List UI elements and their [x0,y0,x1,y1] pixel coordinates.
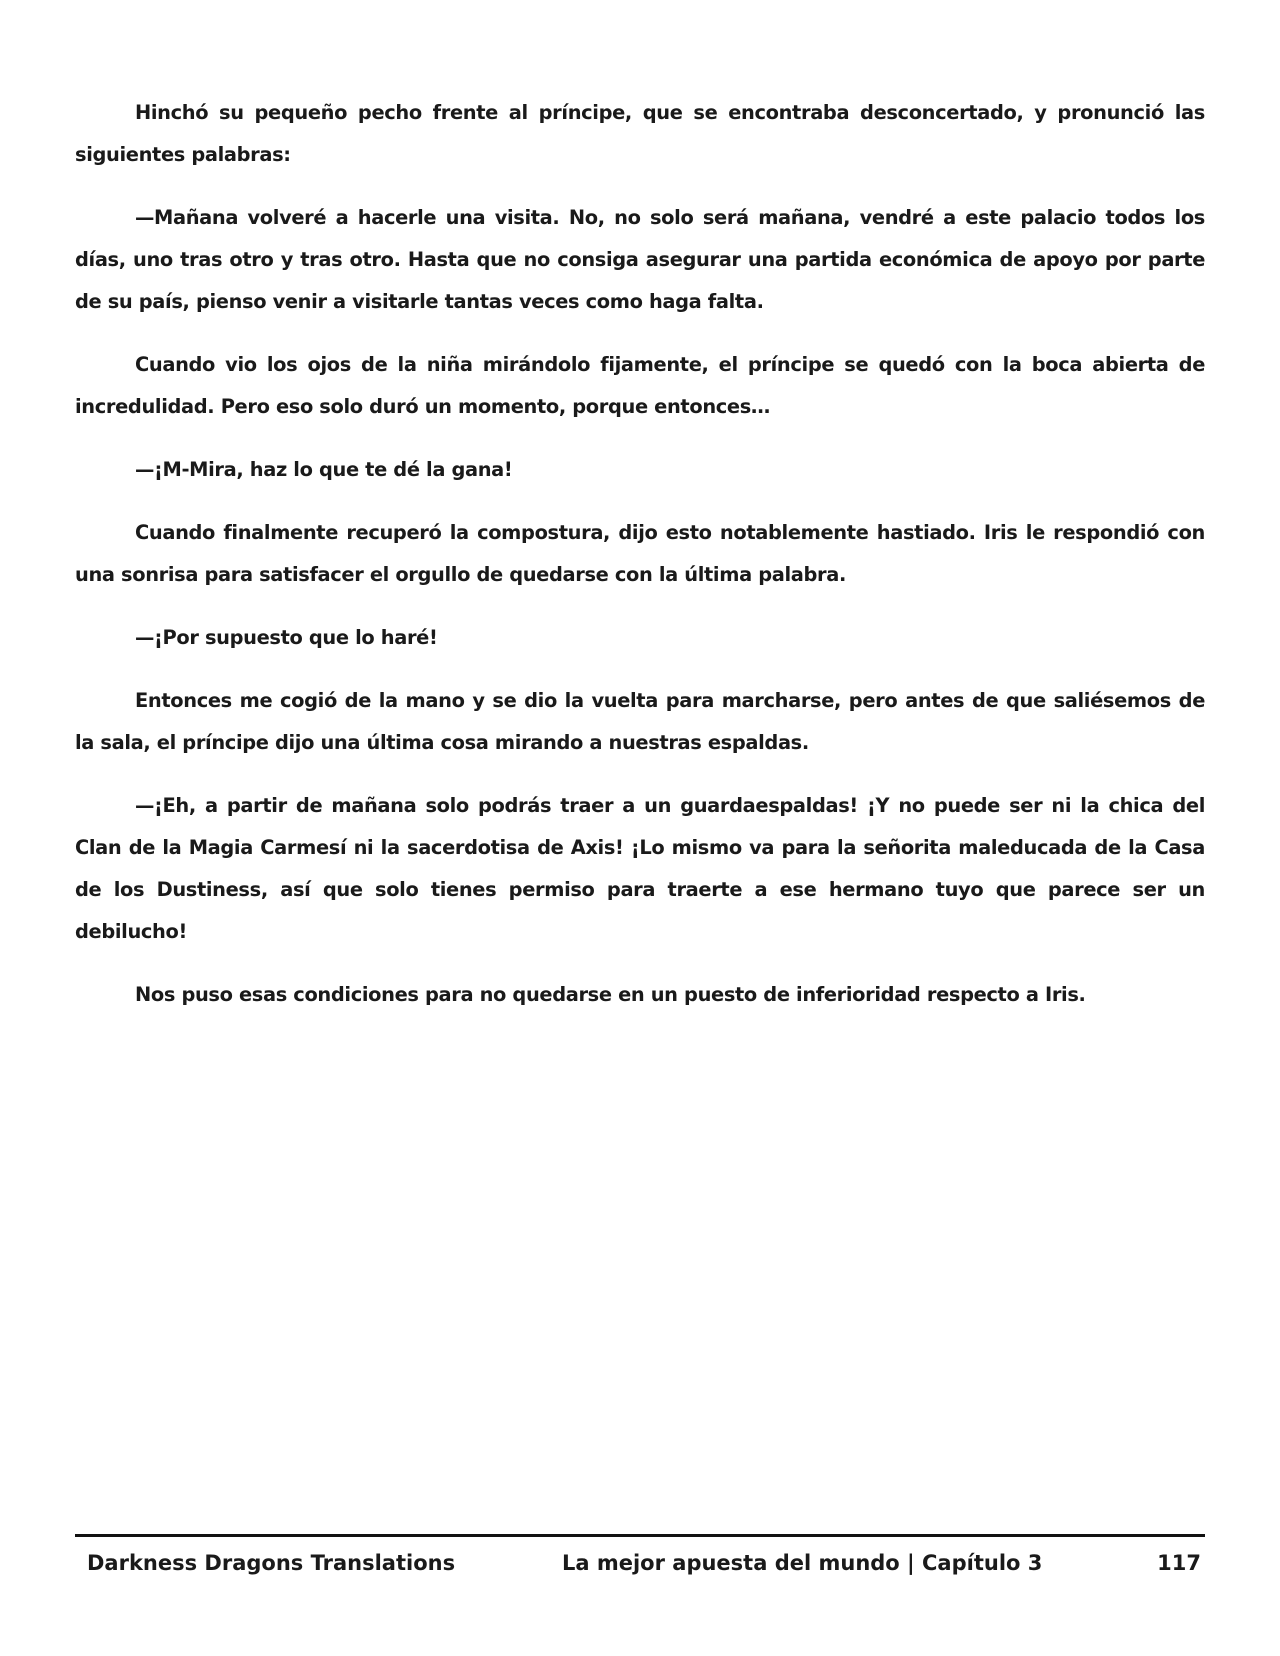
footer-page-number: 117 [1157,1551,1201,1575]
paragraph-8: —¡Eh, a partir de mañana solo podrás traer a un guardaespaldas! ¡Y no puede ser ni la chica del Clan de la Magia Carmesí ni la sacerdotisa de Axis! ¡Lo mismo va para la señorita maleducada de la Casa de los Dustiness, así que solo tienes permiso para traerte a ese hermano tuyo que parece ser un debilucho! [75,794,1205,943]
paragraph-1: Hinchó su pequeño pecho frente al príncipe, que se encontraba desconcertado, y pronunció las siguientes palabras: [75,101,1205,166]
paragraph-5: Cuando finalmente recuperó la compostura, dijo esto notablemente hastiado. Iris le respondió con una sonrisa para satisfacer el orgullo de quedarse con la última palabra. [75,521,1205,586]
paragraph-2: —Mañana volveré a hacerle una visita. No, no solo será mañana, vendré a este palacio todos los días, uno tras otro y tras otro. Hasta que no consiga asegurar una partida económica de apoyo por parte de su país, pienso venir a visitarle tantas veces como haga falta. [75,206,1205,313]
body-text [75,92,1205,1037]
footer-publisher: Darkness Dragons Translations [87,1551,456,1575]
paragraph-7: Entonces me cogió de la mano y se dio la vuelta para marcharse, pero antes de que saliésemos de la sala, el príncipe dijo una última cosa mirando a nuestras espaldas. [75,689,1205,754]
page-footer [75,1534,1205,1587]
paragraph-3: Cuando vio los ojos de la niña mirándolo fijamente, el príncipe se quedó con la boca abierta de incredulidad. Pero eso solo duró un momento, porque entonces… [75,353,1205,418]
paragraph-6: —¡Por supuesto que lo haré! [135,626,438,649]
paragraph-9: Nos puso esas condiciones para no quedarse en un puesto de inferioridad respecto a Iris. [135,983,1086,1006]
paragraph-4: —¡M-Mira, haz lo que te dé la gana! [135,458,513,481]
footer-chapter-title: La mejor apuesta del mundo | Capítulo 3 [562,1551,1043,1575]
